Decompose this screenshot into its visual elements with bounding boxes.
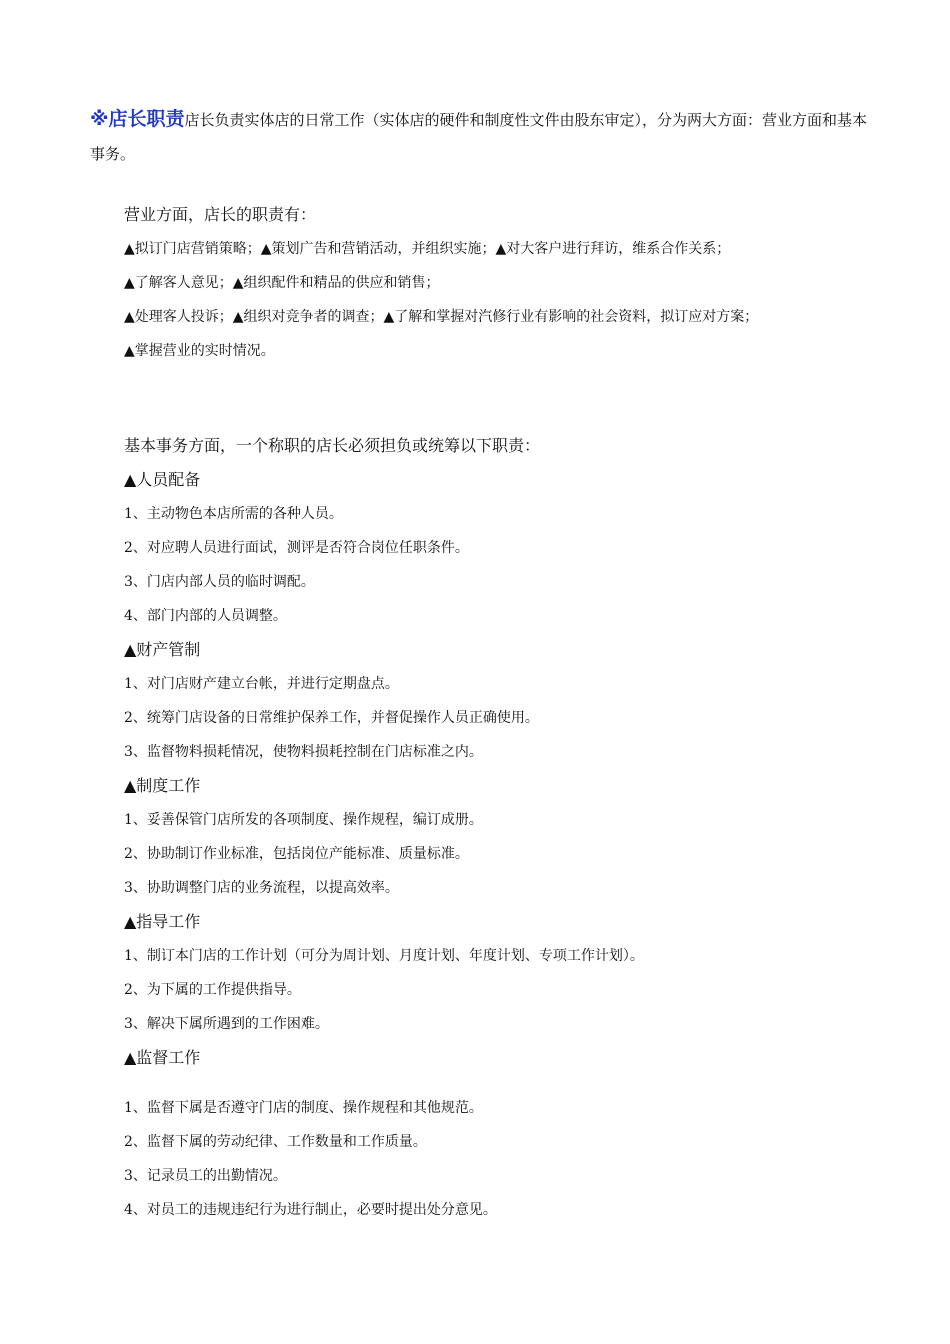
list-item: 2、监督下属的劳动纪律、工作数量和工作质量。 [124,1134,427,1150]
business-section [124,198,869,368]
list-item: 3、门店内部人员的临时调配。 [124,574,315,590]
list-item: 1、主动物色本店所需的各种人员。 [124,506,343,522]
affairs-section [124,429,869,1227]
section-title-guidance: ▲指导工作 [124,912,201,931]
intro-paragraph [90,102,870,171]
list-item: 1、妥善保管门店所发的各项制度、操作规程，编订成册。 [124,812,483,828]
affairs-heading: 基本事务方面，一个称职的店长必须担负或统筹以下职责： [124,436,541,455]
business-line: ▲掌握营业的实时情况。 [124,343,275,359]
section-title-staffing: ▲人员配备 [124,470,201,489]
spacer [124,1075,869,1091]
list-item: 1、制订本门店的工作计划（可分为周计划、月度计划、年度计划、专项工作计划）。 [124,948,644,964]
business-line: ▲了解客人意见；▲组织配件和精品的供应和销售； [124,275,440,291]
list-item: 2、统筹门店设备的日常维护保养工作，并督促操作人员正确使用。 [124,710,539,726]
list-item: 3、协助调整门店的业务流程，以提高效率。 [124,880,399,896]
list-item: 4、部门内部的人员调整。 [124,608,287,624]
list-item: 3、记录员工的出勤情况。 [124,1168,287,1184]
list-item: 4、对员工的违规违纪行为进行制止，必要时提出处分意见。 [124,1202,497,1218]
intro-text: 店长负责实体店的日常工作（实体店的硬件和制度性文件由股东审定），分为两大方面：营业方面和基本事务。 [90,111,867,163]
list-item: 2、为下属的工作提供指导。 [124,982,301,998]
business-heading: 营业方面，店长的职责有： [124,205,317,224]
section-title-rules: ▲制度工作 [124,776,201,795]
list-item: 3、监督物料损耗情况，使物料损耗控制在门店标准之内。 [124,744,483,760]
section-title-supervision: ▲监督工作 [124,1048,201,1067]
list-item: 2、协助制订作业标准，包括岗位产能标准、质量标准。 [124,846,469,862]
list-item: 1、监督下属是否遵守门店的制度、操作规程和其他规范。 [124,1100,483,1116]
business-line: ▲拟订门店营销策略；▲策划广告和营销活动，并组织实施；▲对大客户进行拜访，维系合作关系； [124,241,731,257]
section-title-property: ▲财产管制 [124,640,201,659]
business-line: ▲处理客人投诉；▲组织对竞争者的调查；▲了解和掌握对汽修行业有影响的社会资料，拟订应对方案； [124,309,759,325]
list-item: 3、解决下属所遇到的工作困难。 [124,1016,329,1032]
list-item: 2、对应聘人员进行面试，测评是否符合岗位任职条件。 [124,540,469,556]
list-item: 1、对门店财产建立台帐，并进行定期盘点。 [124,676,399,692]
intro-heading: ※店长职责 [90,108,185,130]
